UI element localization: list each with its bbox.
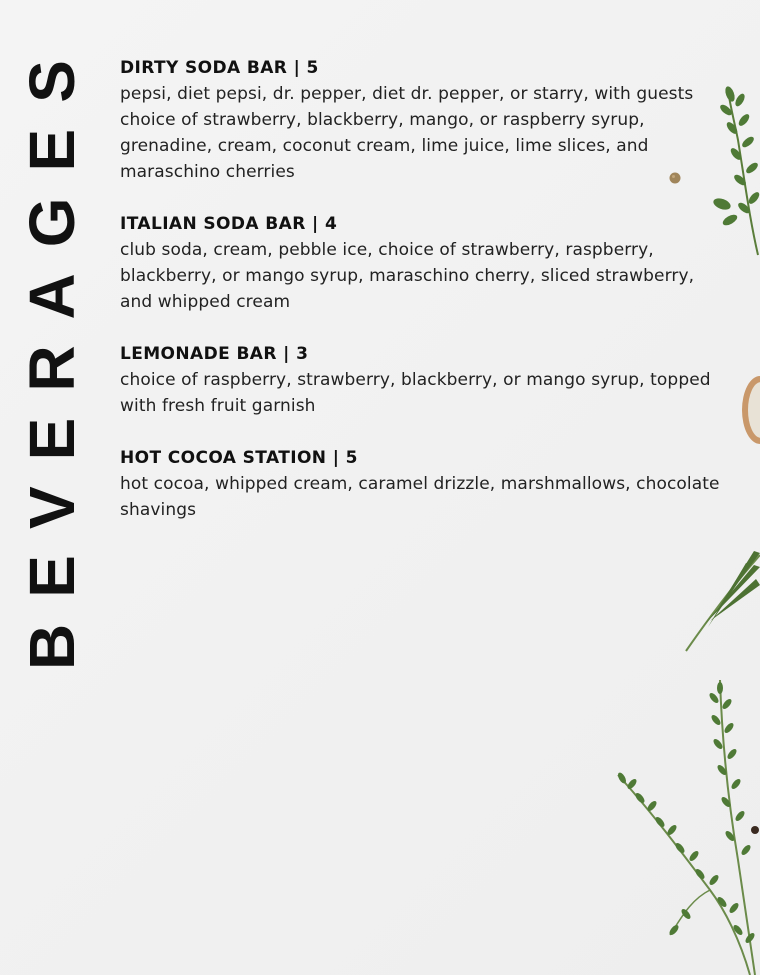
peppercorn-icon [668, 171, 682, 185]
salt-bowl-icon [740, 370, 760, 450]
item-description: club soda, cream, pebble ice, choice of strawberry, raspberry, blackberry, or mango syrup, maraschino cherry, sliced strawberry, and whipped cream [120, 240, 695, 312]
list-item [120, 212, 720, 315]
item-title: HOT COCOA STATION | 5 [120, 448, 358, 468]
list-item [120, 446, 720, 523]
beverage-list [120, 56, 720, 550]
list-item [120, 342, 720, 419]
thyme-sprig-bottom-icon [610, 680, 760, 975]
item-title: DIRTY SODA BAR | 5 [120, 58, 319, 78]
item-description: hot cocoa, whipped cream, caramel drizzle, marshmallows, chocolate shavings [120, 474, 720, 520]
rosemary-sprig-icon [684, 545, 760, 655]
list-item [120, 56, 720, 185]
item-title: LEMONADE BAR | 3 [120, 344, 309, 364]
page-title: BEVERAGES [16, 34, 88, 670]
herb-sprig-top-icon [700, 80, 760, 260]
item-title: ITALIAN SODA BAR | 4 [120, 214, 338, 234]
item-description: choice of raspberry, strawberry, blackberry, or mango syrup, topped with fresh fruit garnish [120, 370, 711, 416]
item-description: pepsi, diet pepsi, dr. pepper, diet dr. pepper, or starry, with guests choice of strawberry, blackberry, mango, or raspberry syrup, grenadine, cream, coconut cream, lime juice, lime slices, and maraschino cherries [120, 84, 694, 182]
